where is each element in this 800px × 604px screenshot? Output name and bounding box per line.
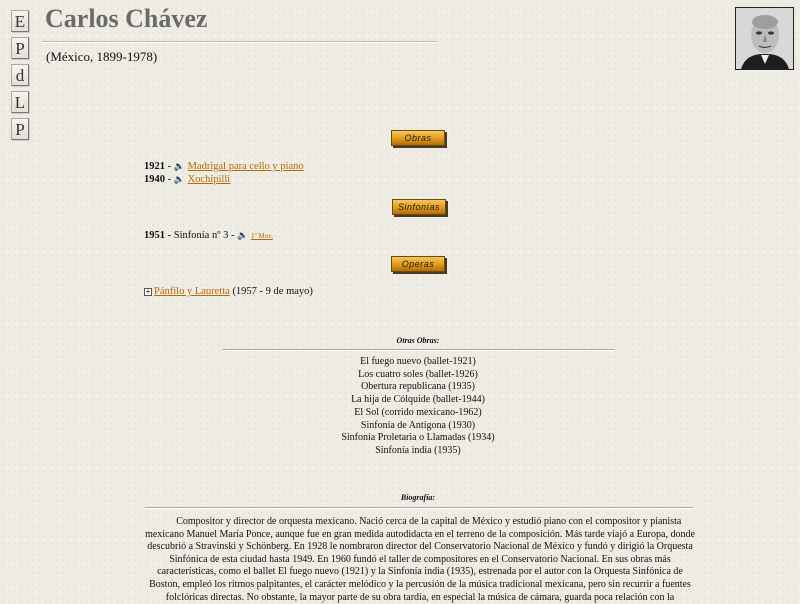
sinfonia-year: 1951	[144, 230, 165, 241]
speaker-icon[interactable]: 🔈	[237, 230, 249, 240]
list-item: Sinfonía india (1935)	[375, 444, 461, 456]
sinfonia-link-mov1[interactable]: 1º Mov.	[250, 232, 273, 240]
sinfonias-section-button[interactable]: Sinfonías	[392, 199, 446, 215]
page-title: Carlos Chávez	[45, 4, 208, 33]
list-item: Los cuatro soles (ballet-1926)	[358, 368, 478, 380]
list-item: Sinfonía de Antígona (1930)	[360, 419, 476, 431]
list-item: El Sol (corrido mexicano-1962)	[354, 406, 482, 418]
nav-item-p2[interactable]: P	[11, 118, 29, 140]
side-nav	[11, 10, 29, 145]
nav-item-p[interactable]: P	[11, 37, 29, 59]
composer-portrait	[735, 7, 794, 70]
list-item: Sinfonía Proletaria o Llamadas (1934)	[341, 432, 495, 444]
title-divider	[42, 41, 437, 43]
biografia-text	[145, 516, 695, 604]
obra-year: 1921	[144, 161, 165, 172]
speaker-icon[interactable]: 🔈	[173, 161, 185, 171]
list-item: La hija de Cólquide (ballet-1944)	[351, 394, 485, 406]
speaker-icon[interactable]: 🔈	[173, 174, 185, 184]
otras-obras-list	[218, 356, 618, 458]
biografia-divider	[145, 507, 693, 509]
nav-item-e[interactable]: E	[11, 10, 29, 32]
operas-section-button[interactable]: Operas	[391, 256, 445, 272]
sinfonia-entry-1951	[144, 230, 273, 241]
opera-detail: (1957 - 9 de mayo)	[229, 286, 313, 297]
obra-entry-1940	[144, 174, 230, 185]
otras-obras-divider	[222, 349, 615, 351]
obra-year: 1940	[144, 174, 165, 185]
sinfonia-title: - Sinfonía nº 3 -	[165, 230, 238, 241]
separator: -	[167, 161, 174, 172]
obra-link-xochipilli[interactable]: Xochipilli	[187, 174, 231, 185]
otras-obras-heading: Otras Obras:	[396, 336, 440, 345]
list-item: Obertura republicana (1935)	[361, 381, 475, 393]
obra-entry-1921	[144, 161, 304, 172]
obra-link-madrigal[interactable]: Madrigal para cello y piano	[187, 161, 304, 172]
list-item: El fuego nuevo (ballet-1921)	[360, 356, 476, 367]
expand-plus-icon[interactable]: +	[145, 287, 151, 296]
nav-item-l[interactable]: L	[11, 91, 29, 113]
separator: -	[167, 174, 174, 185]
page-subtitle: (México, 1899-1978)	[46, 49, 158, 64]
biografia-paragraph: Compositor y director de orquesta mexicano. Nació cerca de la capital de México y estudió piano con el compositor y pianista mexicano Manuel María Ponce, aunque fue en gran medida autodidacta en el terreno de la composición. Más tarde viajó a Europa, donde descubrió a Stravinski y Schönberg. En 1928 le nombraron director del Conservatorio Nacional de México y fundó y dirigió la Orquesta Sinfónica de esta ciudad hasta 1949. En 1960 fundó el taller de compositores en el Conservatorio Nacional. En sus obras más características, como el ballet El fuego nuevo (1921) y la Sinfonía india (1935), estrenada por el autor con la Orquesta Sinfónica de Boston, empleó los ritmos palpitantes, el carácter melódico y la percusión de la música tradicional mexicana, pero sin recurrir a fuentes folclóricas directas. No obstante, la mayor parte de su obra tardía, en especial la música de cámara, guarda poca relación con la	[145, 516, 695, 603]
obras-section-button[interactable]: Obras	[391, 130, 445, 146]
biografia-heading: Biografía:	[400, 493, 436, 502]
opera-entry-panfilo	[144, 286, 313, 297]
nav-item-d[interactable]: d	[11, 64, 29, 86]
opera-link-panfilo[interactable]: Pánfilo y Lauretta	[154, 286, 230, 297]
portrait-image	[736, 8, 793, 69]
